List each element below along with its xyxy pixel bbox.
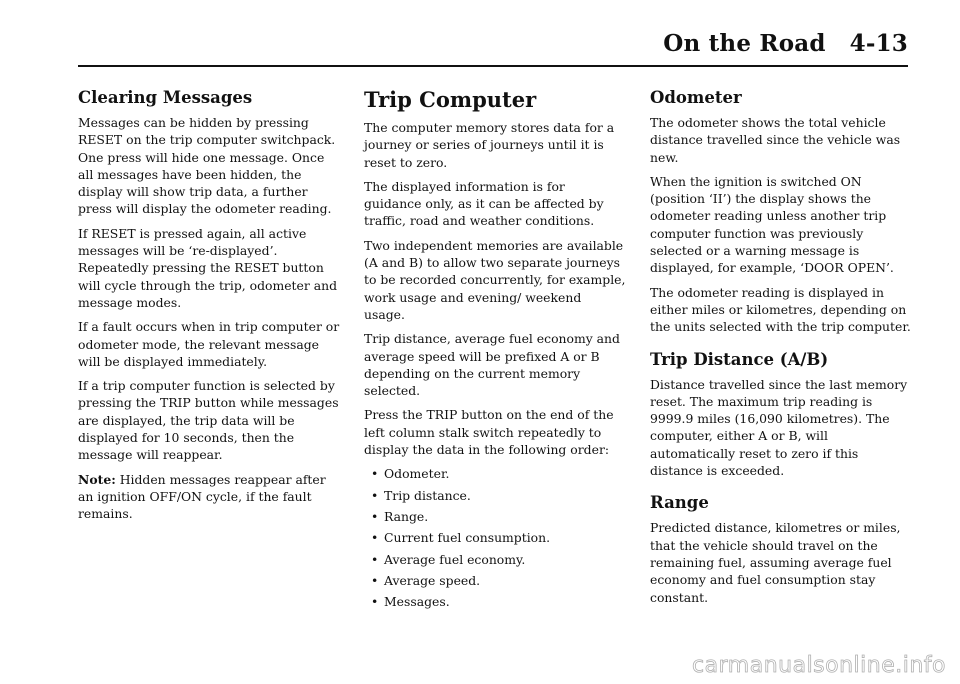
page-number: 4-13 <box>849 30 908 57</box>
list-item: • Average speed. <box>364 572 626 589</box>
paragraph: The odometer reading is displayed in either miles or kilometres, depending on the units selected with the trip computer. <box>650 284 911 335</box>
list-item: • Trip distance. <box>364 487 626 504</box>
paragraph: Trip distance, average fuel economy and average speed will be prefixed A or B depending on the current memory selected. <box>364 331 620 399</box>
display-order-list <box>364 465 626 610</box>
paragraph: Press the TRIP button on the end of the left column stalk switch repeatedly to display the data in the following order: <box>364 407 614 458</box>
heading-range: Range <box>650 493 709 513</box>
list-item: • Current fuel consumption. <box>364 529 626 546</box>
section-title: On the Road <box>663 30 826 57</box>
heading-clearing-messages: Clearing Messages <box>78 88 253 107</box>
paragraph: Messages can be hidden by pressing RESET on the trip computer switchpack. One press will hide one message. Once all messages have been hidden, the display will show trip data, a further press will display the odometer reading. <box>78 115 336 217</box>
paragraph: If a fault occurs when in trip computer or odometer mode, the relevant message will be displayed immediately. <box>78 319 340 369</box>
column-odometer <box>650 86 912 613</box>
list-item: • Messages. <box>364 593 626 610</box>
watermark: carmanualsonline.info <box>692 653 946 678</box>
list-item: • Odometer. <box>364 465 626 482</box>
list-item: • Range. <box>364 508 626 525</box>
paragraph: Distance travelled since the last memory reset. The maximum trip reading is 9999.9 miles (16,090 kilometres). The computer, either A or B, will automatically reset to zero if this distance is exceeded. <box>650 376 908 479</box>
paragraph: Predicted distance, kilometres or miles, that the vehicle should travel on the remaining fuel, assuming average fuel economy and fuel consumption stay constant. <box>650 520 901 605</box>
paragraph: The odometer shows the total vehicle distance travelled since the vehicle was new. <box>650 115 901 165</box>
note-label: Note: <box>78 471 116 487</box>
page-header <box>663 30 908 57</box>
column-trip-computer <box>364 86 626 614</box>
note-text: Hidden messages reappear after an ignition OFF/ON cycle, if the fault remains. <box>78 471 326 522</box>
column-clearing-messages <box>78 86 340 530</box>
note <box>78 471 340 523</box>
heading-trip-computer: Trip Computer <box>364 87 537 112</box>
paragraph: When the ignition is switched ON (position ‘II’) the display shows the odometer reading unless another trip computer function was previously selected or a warning message is displayed, for example, ‘DOOR OPEN’. <box>650 173 894 276</box>
paragraph: The computer memory stores data for a journey or series of journeys until it is reset to zero. <box>364 120 615 170</box>
paragraph: If a trip computer function is selected by pressing the TRIP button while messages are displayed, the trip data will be displayed for 10 seconds, then the message will reappear. <box>78 378 339 463</box>
heading-trip-distance: Trip Distance (A/B) <box>650 349 829 369</box>
header-rule <box>78 65 908 67</box>
heading-odometer: Odometer <box>650 88 742 107</box>
list-item: • Average fuel economy. <box>364 551 626 568</box>
paragraph: The displayed information is for guidance only, as it can be affected by traffic, road and weather conditions. <box>364 178 604 229</box>
paragraph: Two independent memories are available (A and B) to allow two separate journeys to be recorded concurrently, for example, work usage and evening/ weekend usage. <box>364 237 626 322</box>
paragraph: If RESET is pressed again, all active messages will be ‘re-displayed’. Repeatedly pressing the RESET button will cycle through the trip, odometer and message modes. <box>78 225 338 310</box>
